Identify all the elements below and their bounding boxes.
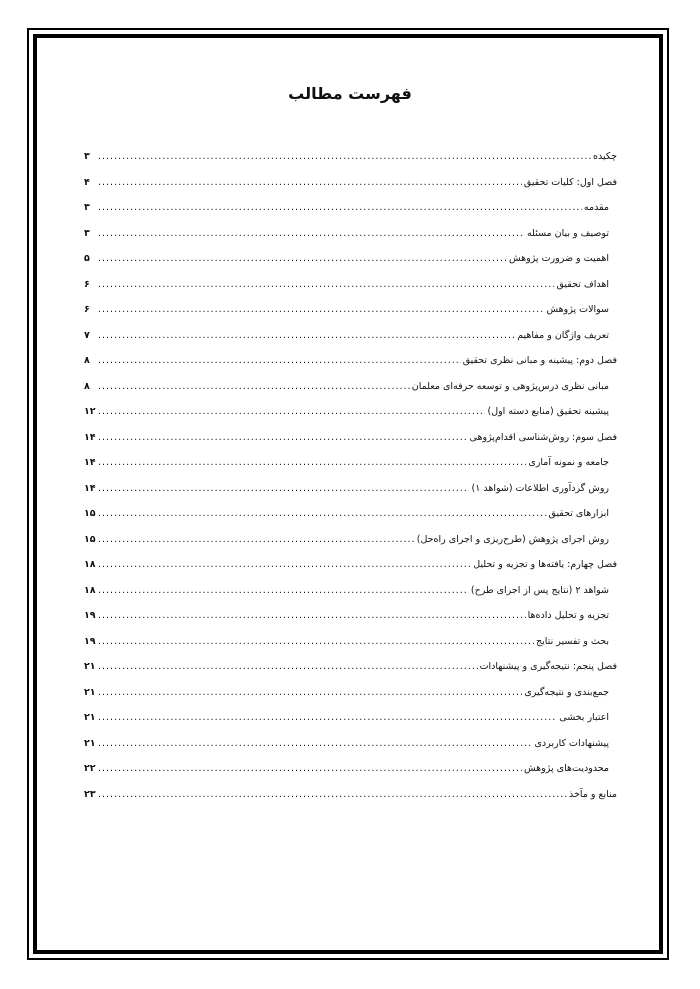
- toc-entry-page-number: ۱۴: [84, 431, 96, 443]
- toc-leader-dots: [98, 501, 547, 527]
- toc-entry-page-number: ۲۱: [84, 712, 96, 723]
- toc-entry-label: روش گردآوری اطلاعات (شواهد ۱): [471, 482, 609, 494]
- toc-entry[interactable]: [84, 195, 617, 221]
- toc-leader-dots: [98, 476, 469, 502]
- toc-entry-label: توصیف و بیان مسئله: [526, 227, 609, 239]
- toc-leader-dots: [98, 450, 526, 476]
- table-of-contents: [84, 144, 617, 807]
- toc-entry-page-number: ۳: [84, 202, 90, 213]
- toc-entry-page-number: ۲۱: [84, 661, 96, 672]
- toc-leader-dots: [98, 348, 461, 374]
- toc-entry[interactable]: [84, 476, 617, 502]
- toc-entry[interactable]: [84, 348, 617, 374]
- toc-entry-page-number: ۸: [84, 355, 90, 366]
- toc-leader-dots: [98, 654, 478, 680]
- toc-entry-label: فصل پنجم: نتیجه‌گیری و پیشنهادات: [479, 661, 617, 672]
- toc-leader-dots: [98, 425, 468, 451]
- toc-entry[interactable]: [84, 374, 617, 400]
- toc-entry-label: تعریف واژگان و مفاهیم: [517, 329, 609, 341]
- toc-leader-dots: [98, 323, 515, 349]
- toc-entry-page-number: ۶: [84, 304, 90, 315]
- toc-entry[interactable]: [84, 272, 617, 298]
- toc-entry-page-number: ۲۱: [84, 737, 96, 749]
- toc-entry-label: تجزیه و تحلیل داده‌ها: [527, 610, 609, 621]
- toc-entry-page-number: ۶: [84, 278, 90, 290]
- toc-entry-page-number: ۷: [84, 329, 90, 341]
- toc-leader-dots: [98, 272, 554, 298]
- toc-entry-page-number: ۸: [84, 380, 90, 392]
- toc-entry[interactable]: [84, 399, 617, 425]
- toc-leader-dots: [98, 374, 410, 400]
- toc-entry-page-number: ۱۵: [84, 508, 96, 519]
- toc-entry-page-number: ۳: [84, 227, 90, 239]
- toc-entry-label: فصل سوم: روش‌شناسی اقدام‌پژوهی: [469, 431, 617, 443]
- toc-entry[interactable]: [84, 170, 617, 196]
- toc-entry[interactable]: [84, 323, 617, 349]
- toc-leader-dots: [98, 782, 567, 808]
- toc-entry[interactable]: [84, 552, 617, 578]
- toc-entry-label: پیشینه تحقیق (منابع دسته اول): [487, 406, 609, 417]
- toc-leader-dots: [98, 629, 534, 655]
- toc-entry-label: اعتبار بخشی: [559, 712, 609, 723]
- toc-entry-label: فصل دوم: پیشینه و مبانی نظری تحقیق: [462, 355, 617, 366]
- toc-entry-label: اهداف تحقیق: [556, 278, 609, 290]
- toc-leader-dots: [98, 527, 415, 553]
- toc-entry-page-number: ۱۴: [84, 482, 96, 494]
- toc-entry-label: پیشنهادات کاربردی: [534, 737, 609, 749]
- toc-leader-dots: [98, 246, 507, 272]
- toc-entry[interactable]: [84, 144, 617, 170]
- toc-entry-label: بحث و تفسیر نتایج: [536, 635, 609, 647]
- toc-entry-label: منابع و مآخذ: [568, 788, 617, 800]
- toc-entry[interactable]: [84, 221, 617, 247]
- toc-leader-dots: [98, 552, 471, 578]
- toc-leader-dots: [98, 297, 545, 323]
- toc-entry[interactable]: [84, 731, 617, 757]
- toc-entry-page-number: ۱۸: [84, 559, 96, 570]
- toc-entry-label: فصل چهارم: یافته‌ها و تجزیه و تحلیل: [473, 559, 617, 570]
- toc-entry[interactable]: [84, 450, 617, 476]
- toc-entry-label: روش اجرای پژوهش (طرح‌ریزی و اجرای راه‌حل): [416, 533, 609, 545]
- toc-entry[interactable]: [84, 578, 617, 604]
- toc-entry[interactable]: [84, 756, 617, 782]
- toc-entry-label: مبانی نظری درس‌پژوهی و توسعه حرفه‌ای معلمان: [411, 380, 609, 392]
- toc-leader-dots: [98, 680, 522, 706]
- toc-entry-label: شواهد ۲ (نتایج پس از اجرای طرح): [470, 584, 609, 596]
- toc-entry-page-number: ۱۹: [84, 610, 96, 621]
- toc-entry[interactable]: [84, 246, 617, 272]
- toc-entry-label: اهمیت و ضرورت پژوهش: [508, 253, 609, 264]
- page-title: فهرست مطالب: [288, 84, 412, 103]
- toc-entry[interactable]: [84, 782, 617, 808]
- toc-entry-page-number: ۵: [84, 253, 90, 264]
- toc-entry-page-number: ۲۳: [84, 788, 96, 800]
- toc-entry-label: چکیده: [593, 151, 617, 162]
- toc-entry[interactable]: [84, 297, 617, 323]
- toc-entry-label: جامعه و نمونه آماری: [528, 457, 609, 468]
- toc-entry-page-number: ۴: [84, 176, 90, 188]
- toc-entry-label: فصل اول: کلیات تحقیق: [523, 176, 617, 188]
- toc-leader-dots: [98, 221, 525, 247]
- toc-entry[interactable]: [84, 654, 617, 680]
- toc-entry-page-number: ۲۱: [84, 686, 96, 698]
- toc-entry[interactable]: [84, 527, 617, 553]
- toc-leader-dots: [98, 603, 526, 629]
- toc-entry-page-number: ۱۸: [84, 584, 96, 596]
- toc-entry-page-number: ۱۵: [84, 533, 96, 545]
- toc-entry-page-number: ۱۹: [84, 635, 96, 647]
- toc-leader-dots: [98, 578, 469, 604]
- toc-entry-label: جمع‌بندی و نتیجه‌گیری: [524, 686, 609, 698]
- toc-entry[interactable]: [84, 501, 617, 527]
- toc-entry-label: محدودیت‌های پژوهش: [524, 763, 609, 774]
- toc-leader-dots: [98, 195, 582, 221]
- toc-entry-label: مقدمه: [583, 202, 609, 213]
- toc-entry[interactable]: [84, 680, 617, 706]
- toc-entry-page-number: ۱۴: [84, 457, 96, 468]
- toc-leader-dots: [98, 399, 485, 425]
- toc-leader-dots: [98, 144, 591, 170]
- toc-entry-label: سوالات پژوهش: [546, 304, 609, 315]
- toc-leader-dots: [98, 705, 557, 731]
- toc-entry[interactable]: [84, 629, 617, 655]
- toc-leader-dots: [98, 731, 532, 757]
- toc-leader-dots: [98, 756, 522, 782]
- toc-entry[interactable]: [84, 425, 617, 451]
- toc-entry[interactable]: [84, 705, 617, 731]
- toc-entry-page-number: ۳: [84, 151, 90, 162]
- toc-leader-dots: [98, 170, 522, 196]
- toc-entry-page-number: ۲۲: [84, 763, 96, 774]
- toc-entry[interactable]: [84, 603, 617, 629]
- toc-entry-page-number: ۱۲: [84, 406, 96, 417]
- toc-entry-label: ابزارهای تحقیق: [548, 508, 609, 519]
